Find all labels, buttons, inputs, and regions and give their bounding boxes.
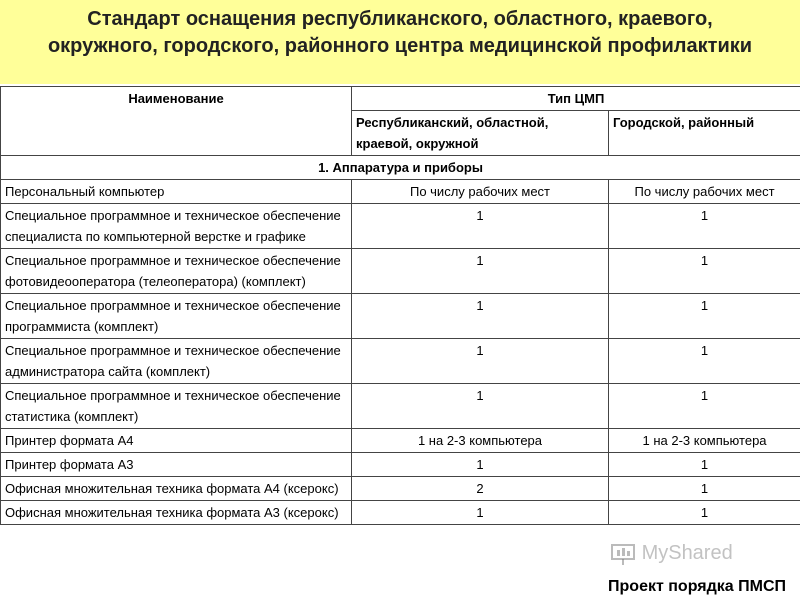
table-row bbox=[1, 294, 800, 339]
table-row bbox=[1, 384, 800, 429]
row-value-city: 1 bbox=[609, 501, 800, 525]
row-name: Специальное программное и техническое обеспечение программиста (комплект) bbox=[1, 294, 352, 339]
row-value-regional: 2 bbox=[352, 477, 609, 501]
row-value-city: 1 bbox=[609, 453, 800, 477]
row-value-city: 1 на 2-3 компьютера bbox=[609, 429, 800, 453]
title-band bbox=[0, 0, 800, 84]
row-name: Специальное программное и техническое обеспечение статистика (комплект) bbox=[1, 384, 352, 429]
row-name: Персональный компьютер bbox=[1, 180, 352, 204]
footer-label: Проект порядка ПМСП bbox=[608, 578, 786, 595]
row-value-regional: 1 bbox=[352, 453, 609, 477]
row-value-regional: 1 bbox=[352, 249, 609, 294]
title-line-2: окружного, городского, районного центра медицинской профилактики bbox=[47, 35, 753, 57]
row-value-city: 1 bbox=[609, 294, 800, 339]
row-name: Принтер формата А4 bbox=[1, 429, 352, 453]
row-value-city: По числу рабочих мест bbox=[609, 180, 800, 204]
sub-col-city: Городской, районный bbox=[609, 111, 800, 156]
row-value-regional: 1 на 2-3 компьютера bbox=[352, 429, 609, 453]
row-value-city: 1 bbox=[609, 204, 800, 249]
watermark bbox=[610, 538, 770, 568]
col-header-type: Тип ЦМП bbox=[352, 87, 800, 111]
row-value-regional: 1 bbox=[352, 339, 609, 384]
table-row bbox=[1, 180, 800, 204]
row-value-regional: 1 bbox=[352, 501, 609, 525]
row-value-regional: 1 bbox=[352, 204, 609, 249]
table-row bbox=[1, 204, 800, 249]
table-row bbox=[1, 339, 800, 384]
table-row bbox=[1, 501, 800, 525]
table-row bbox=[1, 477, 800, 501]
section-title: 1. Аппаратура и приборы bbox=[1, 156, 800, 180]
row-name: Офисная множительная техника формата А3 (ксерокс) bbox=[1, 501, 352, 525]
row-name: Специальное программное и техническое обеспечение специалиста по компьютерной верстке и графике bbox=[1, 204, 352, 249]
row-value-regional: По числу рабочих мест bbox=[352, 180, 609, 204]
row-name: Принтер формата А3 bbox=[1, 453, 352, 477]
sub-col-regional: Республиканский, областной, краевой, окружной bbox=[352, 111, 609, 156]
row-value-city: 1 bbox=[609, 339, 800, 384]
row-name: Офисная множительная техника формата А4 (ксерокс) bbox=[1, 477, 352, 501]
equipment-table bbox=[0, 86, 800, 525]
table-row bbox=[1, 453, 800, 477]
watermark-text: MyShared bbox=[641, 542, 733, 564]
header-row bbox=[1, 87, 800, 111]
row-value-regional: 1 bbox=[352, 384, 609, 429]
row-value-city: 1 bbox=[609, 477, 800, 501]
row-name: Специальное программное и техническое обеспечение фотовидеооператора (телеоператора) (комплект) bbox=[1, 249, 352, 294]
col-header-name: Наименование bbox=[1, 87, 352, 156]
row-value-regional: 1 bbox=[352, 294, 609, 339]
presentation-icon bbox=[610, 542, 636, 566]
page-title bbox=[0, 6, 800, 60]
row-value-city: 1 bbox=[609, 249, 800, 294]
row-name: Специальное программное и техническое обеспечение администратора сайта (комплект) bbox=[1, 339, 352, 384]
section-row bbox=[1, 156, 800, 180]
title-line-1: Стандарт оснащения республиканского, областного, краевого, bbox=[87, 8, 713, 30]
table-row bbox=[1, 249, 800, 294]
table-row bbox=[1, 429, 800, 453]
row-value-city: 1 bbox=[609, 384, 800, 429]
